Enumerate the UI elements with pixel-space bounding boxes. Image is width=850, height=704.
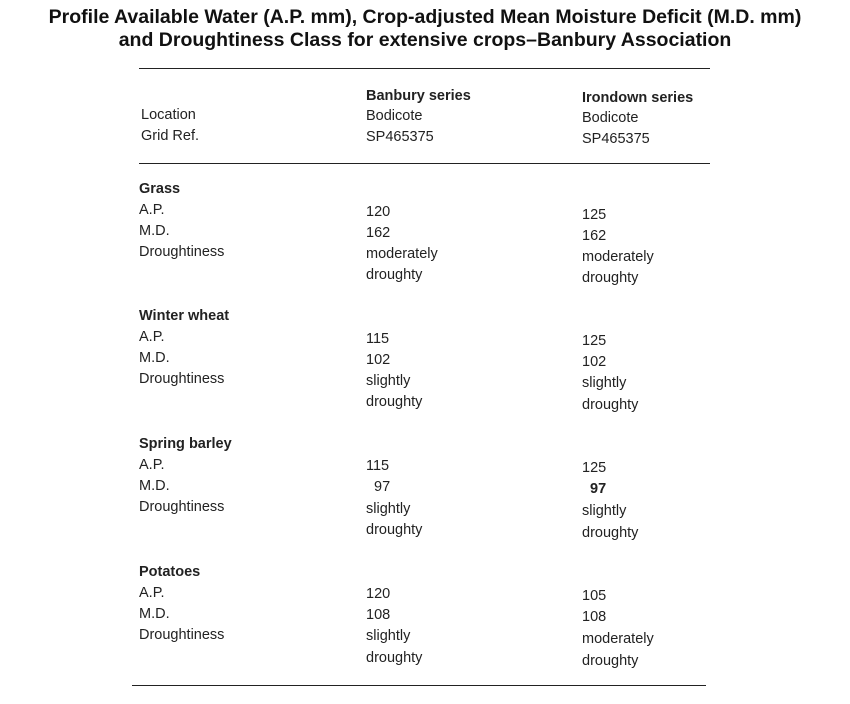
droughtiness-label: Droughtiness <box>139 244 225 260</box>
banbury-droughtiness-2: droughty <box>366 267 423 283</box>
banbury-ap: 115 <box>366 331 390 347</box>
top-rule <box>139 68 710 69</box>
irondown-ap: 105 <box>582 588 607 604</box>
banbury-droughtiness-1: slightly <box>366 501 411 517</box>
irondown-md: 108 <box>582 609 607 625</box>
droughtiness-label: Droughtiness <box>139 499 225 515</box>
irondown-droughtiness-2: droughty <box>582 653 639 669</box>
irondown-md: 102 <box>582 354 607 370</box>
banbury-series-heading: Banbury series <box>366 88 471 104</box>
irondown-md: 97 <box>590 481 607 497</box>
irondown-droughtiness-2: droughty <box>582 525 639 541</box>
title-line-1: Profile Available Water (A.P. mm), Crop-adjusted Mean Moisture Deficit (M.D. mm) <box>48 6 802 28</box>
irondown-droughtiness-2: droughty <box>582 270 639 286</box>
md-label: M.D. <box>139 478 170 494</box>
banbury-md: 162 <box>366 225 391 241</box>
irondown-droughtiness-1: slightly <box>582 375 627 391</box>
irondown-droughtiness-1: moderately <box>582 631 654 647</box>
banbury-droughtiness-2: droughty <box>366 394 423 410</box>
banbury-md: 97 <box>374 479 391 495</box>
md-label: M.D. <box>139 223 170 239</box>
crop-name: Grass <box>139 181 181 197</box>
banbury-droughtiness-1: slightly <box>366 373 411 389</box>
banbury-droughtiness-2: droughty <box>366 522 423 538</box>
irondown-droughtiness-2: droughty <box>582 397 639 413</box>
banbury-md: 102 <box>366 352 391 368</box>
irondown-gridref: SP465375 <box>582 131 650 147</box>
table-title <box>0 6 850 52</box>
header-rule <box>139 163 710 164</box>
gridref-label: Grid Ref. <box>141 128 200 144</box>
md-label: M.D. <box>139 350 170 366</box>
md-label: M.D. <box>139 606 170 622</box>
ap-label: A.P. <box>139 457 165 473</box>
banbury-gridref: SP465375 <box>366 129 434 145</box>
location-label: Location <box>141 107 196 123</box>
irondown-droughtiness-1: slightly <box>582 503 627 519</box>
irondown-location: Bodicote <box>582 110 639 126</box>
banbury-droughtiness-1: moderately <box>366 246 438 262</box>
banbury-ap: 115 <box>366 458 390 474</box>
bottom-rule <box>132 685 706 686</box>
banbury-location: Bodicote <box>366 108 423 124</box>
irondown-series-heading: Irondown series <box>582 90 694 106</box>
ap-label: A.P. <box>139 585 165 601</box>
droughtiness-label: Droughtiness <box>139 627 225 643</box>
ap-label: A.P. <box>139 329 165 345</box>
banbury-droughtiness-1: slightly <box>366 628 411 644</box>
banbury-ap: 120 <box>366 586 391 602</box>
banbury-droughtiness-2: droughty <box>366 650 423 666</box>
crop-name: Spring barley <box>139 436 232 452</box>
irondown-ap: 125 <box>582 333 607 349</box>
irondown-droughtiness-1: moderately <box>582 249 654 265</box>
banbury-ap: 120 <box>366 204 391 220</box>
banbury-md: 108 <box>366 607 391 623</box>
crop-name: Winter wheat <box>139 308 230 324</box>
droughtiness-label: Droughtiness <box>139 371 225 387</box>
ap-label: A.P. <box>139 202 165 218</box>
crop-name: Potatoes <box>139 564 201 580</box>
irondown-md: 162 <box>582 228 607 244</box>
irondown-ap: 125 <box>582 207 607 223</box>
title-line-2: and Droughtiness Class for extensive crops–Banbury Association <box>118 29 732 51</box>
irondown-ap: 125 <box>582 460 607 476</box>
